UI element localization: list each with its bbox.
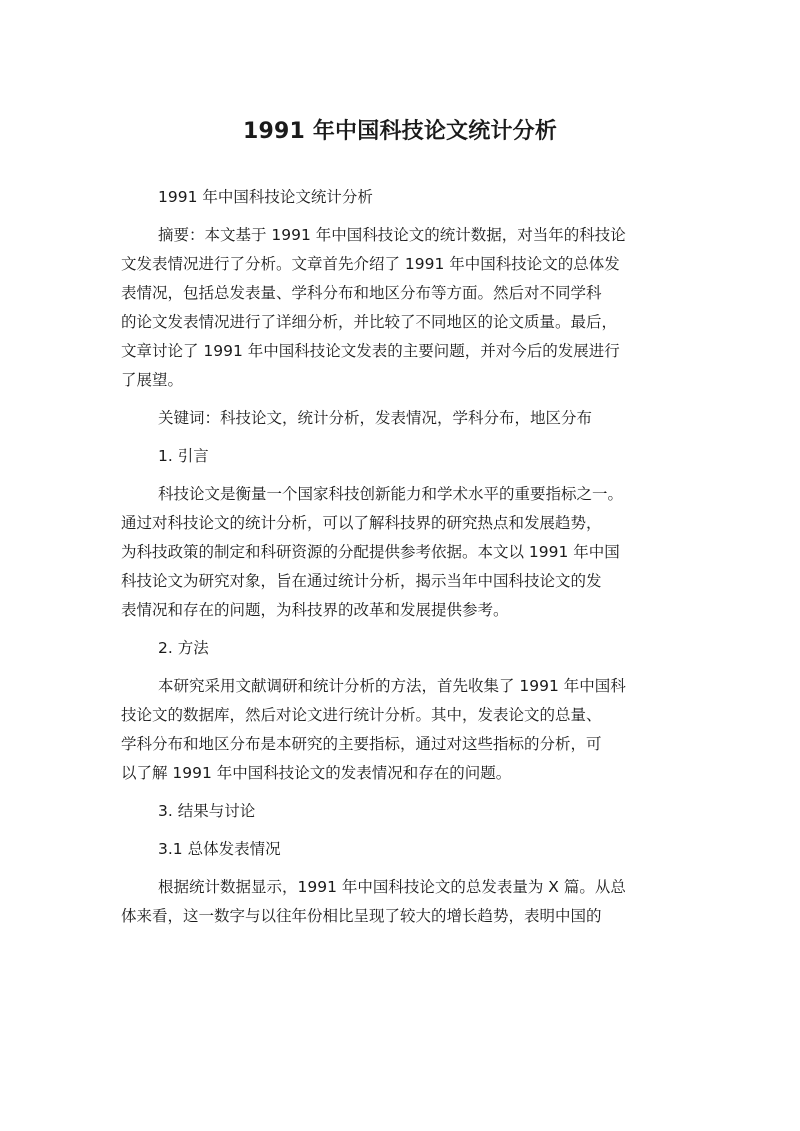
text-line: 3.1 总体发表情况 (158, 840, 281, 858)
text-line: 文发表情况进行了分析。文章首先介绍了 1991 年中国科技论文的总体发 (121, 255, 620, 273)
text-line: 3. 结果与讨论 (158, 802, 256, 820)
text-line: 1. 引言 (158, 447, 209, 465)
paragraph-abstract (121, 221, 681, 395)
paragraph-keywords (121, 404, 681, 433)
text-line: 体来看，这一数字与以往年份相比呈现了较大的增长趋势，表明中国的 (121, 907, 602, 925)
paragraph-intro (121, 480, 681, 625)
paragraph-method (121, 672, 681, 788)
paragraph-heading-2 (121, 634, 681, 663)
text-line: 通过对科技论文的统计分析，可以了解科技界的研究热点和发展趋势， (121, 514, 602, 532)
document-title: 1991 年中国科技论文统计分析 (242, 119, 558, 144)
document-body (121, 183, 681, 940)
paragraph-results (121, 873, 681, 931)
text-line: 为科技政策的制定和科研资源的分配提供参考依据。本文以 1991 年中国 (121, 543, 620, 561)
paragraph-heading-3 (121, 797, 681, 826)
text-line: 摘要：本文基于 1991 年中国科技论文的统计数据，对当年的科技论 (158, 226, 626, 244)
text-line: 关键词：科技论文，统计分析，发表情况，学科分布，地区分布 (158, 409, 593, 427)
text-line: 文章讨论了 1991 年中国科技论文发表的主要问题，并对今后的发展进行 (121, 342, 620, 360)
paragraph-heading-1 (121, 442, 681, 471)
text-line: 根据统计数据显示，1991 年中国科技论文的总发表量为 X 篇。从总 (158, 878, 626, 896)
text-line: 的论文发表情况进行了详细分析，并比较了不同地区的论文质量。最后， (121, 313, 618, 331)
text-line: 技论文的数据库，然后对论文进行统计分析。其中，发表论文的总量、 (121, 706, 602, 724)
text-line: 学科分布和地区分布是本研究的主要指标，通过对这些指标的分析，可 (121, 735, 602, 753)
paragraph-heading-3-1 (121, 835, 681, 864)
text-line: 表情况和存在的问题，为科技界的改革和发展提供参考。 (121, 601, 509, 619)
text-line: 科技论文是衡量一个国家科技创新能力和学术水平的重要指标之一。 (158, 485, 624, 503)
paragraph-subtitle (121, 183, 681, 212)
text-line: 本研究采用文献调研和统计分析的方法，首先收集了 1991 年中国科 (158, 677, 626, 695)
text-line: 1991 年中国科技论文统计分析 (158, 188, 373, 206)
text-line: 以了解 1991 年中国科技论文的发表情况和存在的问题。 (121, 764, 512, 782)
text-line: 2. 方法 (158, 639, 209, 657)
text-line: 科技论文为研究对象，旨在通过统计分析，揭示当年中国科技论文的发 (121, 572, 602, 590)
text-line: 了展望。 (121, 371, 184, 389)
text-line: 表情况，包括总发表量、学科分布和地区分布等方面。然后对不同学科 (121, 284, 602, 302)
